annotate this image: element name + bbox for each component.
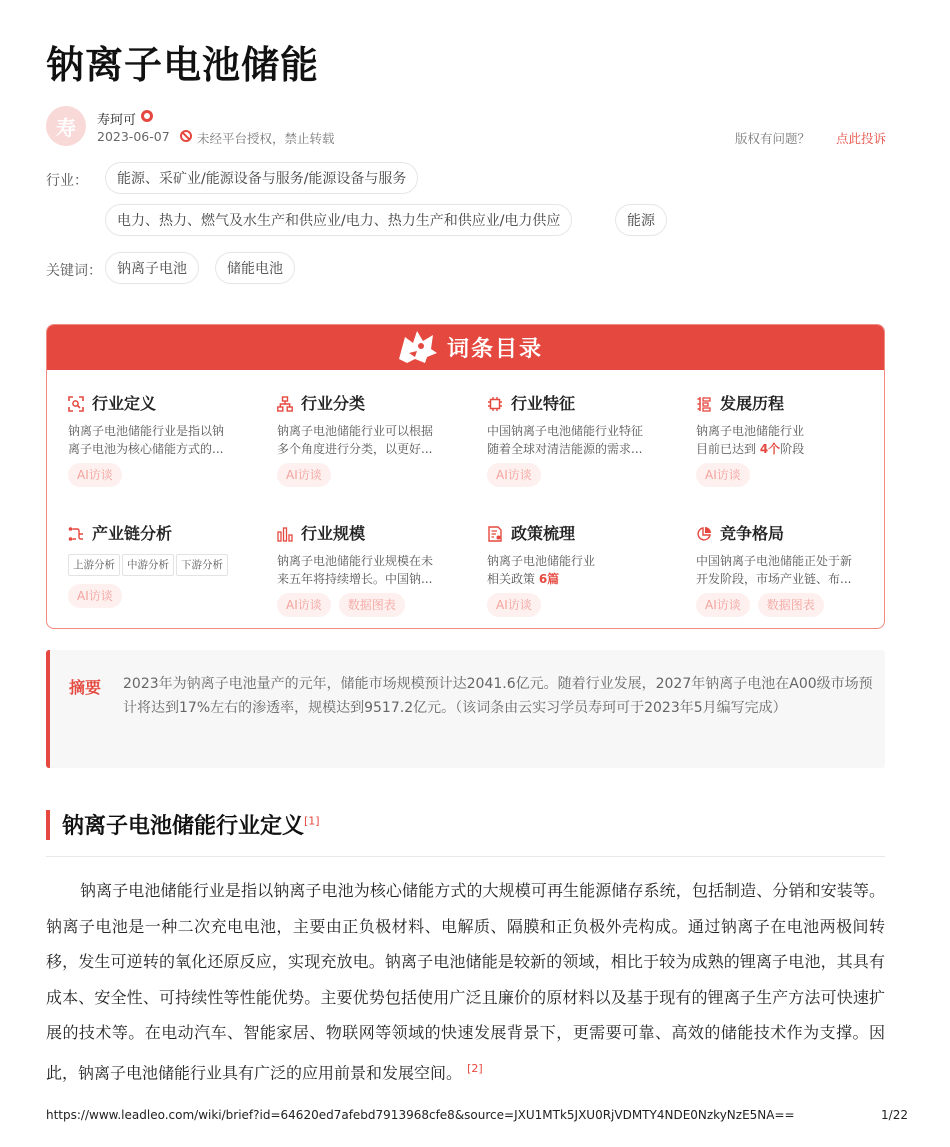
page-title: 钠离子电池储能 (46, 43, 320, 87)
ai-interview-pill[interactable]: AI访谈 (487, 463, 541, 487)
keywords-label: 关键词： (46, 263, 102, 279)
keyword-tag[interactable]: 钠离子电池 (105, 252, 199, 284)
toc-item-competition[interactable] (696, 523, 885, 588)
toc-item-title: 行业定义 (92, 394, 157, 413)
ai-interview-pill[interactable]: AI访谈 (696, 593, 750, 617)
copyright-question: 版权有问题？ (734, 131, 810, 146)
data-chart-pill[interactable]: 数据图表 (339, 593, 405, 617)
avatar[interactable]: 寿 (46, 106, 86, 146)
summary-box (46, 650, 885, 768)
toc-item-features[interactable] (487, 393, 677, 458)
author-row (46, 106, 886, 148)
toc-item-desc: 中国钠离子电池储能行业特征 (487, 424, 644, 438)
toc-item-title: 行业特征 (511, 394, 576, 413)
page-number: 1/22 (881, 1108, 908, 1122)
industry-tag[interactable]: 能源、采矿业/能源设备与服务/能源设备与服务 (105, 162, 418, 194)
data-chart-pill[interactable]: 数据图表 (758, 593, 824, 617)
search-doc-icon (68, 396, 84, 412)
summary-label: 摘要 (69, 678, 102, 697)
ai-interview-pill[interactable]: AI访谈 (277, 593, 331, 617)
ai-interview-pill[interactable]: AI访谈 (487, 593, 541, 617)
toc-title: 词条目录 (447, 337, 544, 362)
body-paragraph: 钠离子电池储能行业是指以钠离子电池为核心储能方式的大规模可再生能源储存系统，包括制造、分销和安装等。钠离子电池是一种二次充电电池，主要由正负极材料、电解质、隔膜和正负极外壳构成。通过钠离子在电池两极间转移，发生可逆转的氧化还原反应，实现充放电。钠离子电池储能是较新的领域，相比于较为成熟的锂离子电池，其具有成本、安全性、可持续性等性能优势。主要优势包括使用广泛且廉价的原材料以及基于现有的锂离子生产方法可快速扩展的技术等。在电动汽车、智能家居、物联网等领域的快速发展背景下，更需要可靠、高效的储能技术作为支撑。因此，钠离子电池储能行业具有广泛的应用前景和发展空间。 [2] (46, 881, 885, 1082)
toc-item-chain[interactable] (68, 523, 258, 576)
footer-url: https://www.leadleo.com/wiki/brief?id=64620ed7afebd7913968cfe8&source=JXU1MTk5JXU0RjVDMTY4NDE0NzkyNzE5NA== (46, 1108, 795, 1122)
toc-item-desc: 钠离子电池储能行业规模在未 (277, 554, 434, 568)
divider (46, 856, 885, 857)
section-accent-bar (46, 810, 50, 840)
chip-icon (487, 396, 503, 412)
upstream-tag[interactable]: 上游分析 (68, 554, 120, 576)
toc-item-desc: 开发阶段，市场产业链、布... (696, 572, 852, 586)
hierarchy-icon (277, 396, 293, 412)
toc-header (47, 325, 884, 370)
ai-interview-pill[interactable]: AI访谈 (68, 463, 122, 487)
timeline-icon (696, 396, 712, 412)
toc-item-title: 行业规模 (301, 524, 366, 543)
ban-icon (180, 130, 192, 142)
toc-item-title: 行业分类 (301, 394, 366, 413)
stage-count: 4个 (759, 442, 781, 456)
toc-item-history[interactable]: 发展历程 钠离子电池储能行业 目前已达到 4个阶段 (696, 393, 885, 458)
industry-tag[interactable]: 电力、热力、燃气及水生产和供应业/电力、热力生产和供应业/电力供应 (105, 204, 572, 236)
toc-item-desc: 钠离子电池储能行业是指以钠 (68, 424, 225, 438)
toc-item-classification[interactable] (277, 393, 467, 458)
section-title: 钠离子电池储能行业定义[1] (62, 814, 320, 839)
toc-item-desc: 随着全球对清洁能源的需求... (487, 442, 643, 456)
toc-item-desc: 钠离子电池储能行业 (487, 554, 596, 568)
pie-chart-icon (696, 526, 712, 542)
ai-interview-pill[interactable]: AI访谈 (696, 463, 750, 487)
industry-label: 行业： (46, 173, 88, 189)
toc-item-desc: 钠离子电池储能行业可以根据 (277, 424, 434, 438)
toc-item-desc: 离子电池为核心储能方式的... (68, 442, 224, 456)
toc-panel (46, 324, 885, 629)
ai-interview-pill[interactable]: AI访谈 (68, 584, 122, 608)
keyword-tag[interactable]: 储能电池 (215, 252, 295, 284)
toc-item-title: 产业链分析 (92, 524, 173, 543)
citation-link[interactable]: [2] (467, 1061, 483, 1075)
author-name[interactable]: 寿珂可 (97, 113, 137, 128)
policy-count: 6篇 (538, 572, 560, 586)
midstream-tag[interactable]: 中游分析 (122, 554, 174, 576)
ai-interview-pill[interactable]: AI访谈 (277, 463, 331, 487)
industry-tag[interactable]: 能源 (615, 204, 667, 236)
publish-date: 2023-06-07 (97, 129, 170, 144)
lion-logo-icon (395, 329, 439, 365)
toc-item-desc: 中国钠离子电池储能正处于新 (696, 554, 853, 568)
toc-item-definition[interactable] (68, 393, 258, 458)
toc-item-desc: 来五年将持续增长。中国钠... (277, 572, 433, 586)
summary-text: 2023年为钠离子电池量产的元年，储能市场规模预计达2041.6亿元。随着行业发展，2027年钠离子电池在A00级市场预计将达到17%左右的渗透率，规模达到9517.2亿元。（该词条由云实习学员寿珂可于2023年5月编写完成） (123, 676, 873, 716)
toc-item-scale[interactable] (277, 523, 467, 588)
document-icon (487, 526, 503, 542)
toc-item-desc: 多个角度进行分类，以更好... (277, 442, 433, 456)
toc-item-title: 发展历程 (720, 394, 785, 413)
downstream-tag[interactable]: 下游分析 (176, 554, 228, 576)
report-link[interactable]: 点此投诉 (835, 131, 886, 146)
license-notice: 未经平台授权，禁止转载 (197, 131, 335, 146)
citation-link[interactable]: [1] (304, 814, 320, 828)
toc-item-policy[interactable]: 政策梳理 钠离子电池储能行业 相关政策 6篇 (487, 523, 677, 588)
toc-item-title: 竞争格局 (720, 524, 785, 543)
toc-item-title: 政策梳理 (511, 524, 576, 543)
bar-chart-icon (277, 526, 293, 542)
flow-icon (68, 526, 84, 542)
toc-item-desc: 钠离子电池储能行业 (696, 424, 805, 438)
verified-icon (141, 110, 153, 122)
